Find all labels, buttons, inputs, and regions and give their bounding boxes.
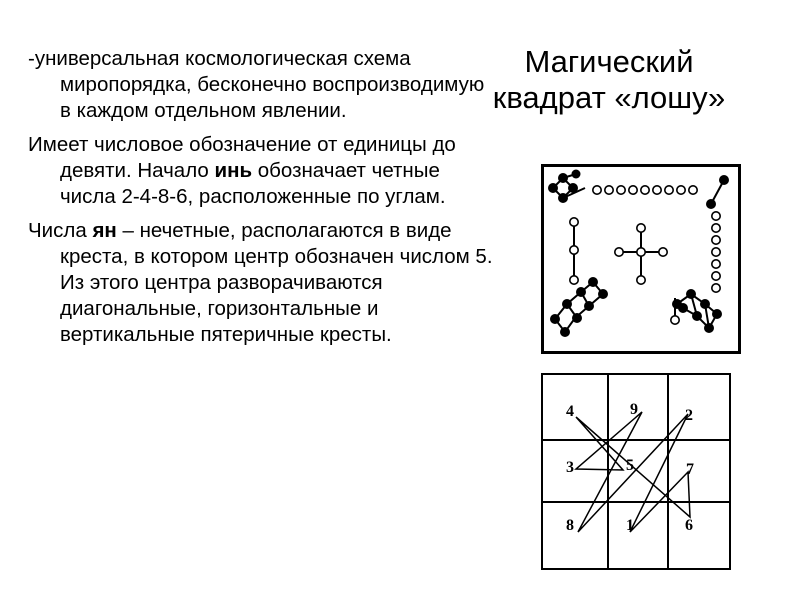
paragraph-yang-text-2: – нечетные, располагаются в виде креста, в котором центр обозначен числом 5. Из этого центра разворачиваются диагональные, горизонтальные и вертикальные пятеричные кресты. bbox=[60, 219, 493, 346]
paragraph-yin bbox=[28, 132, 498, 210]
magic-square-grid bbox=[538, 372, 734, 572]
grid-number-3: 3 bbox=[566, 459, 574, 476]
grid-number-1: 1 bbox=[626, 517, 634, 534]
paragraph-yang-text-1: Числа bbox=[28, 219, 93, 242]
title-line-1: Магический bbox=[524, 44, 694, 79]
body-text bbox=[28, 46, 498, 356]
grid-number-5: 5 bbox=[626, 457, 634, 474]
yin-term: инь bbox=[214, 159, 253, 182]
yang-term: ян bbox=[92, 219, 117, 242]
paragraph-definition: -универсальная космологическая схема миропорядка, бесконечно воспроизводимую в каждом отдельном явлении. bbox=[28, 47, 485, 122]
lo-shu-dot-diagram bbox=[541, 164, 741, 354]
grid-number-8: 8 bbox=[566, 517, 574, 534]
paragraph-yang bbox=[28, 218, 498, 348]
grid-number-2: 2 bbox=[685, 407, 693, 424]
paragraph-yin-text-1: Имеет числовое обозначение от единицы до девяти. Начало bbox=[28, 133, 456, 182]
grid-number-6: 6 bbox=[685, 517, 693, 534]
grid-number-9: 9 bbox=[630, 401, 638, 418]
grid-number-7: 7 bbox=[686, 461, 694, 478]
slide-title bbox=[466, 44, 752, 116]
paragraph-yin-text-2: обозначает четные числа 2-4-8-6, расположенные по углам. bbox=[60, 159, 446, 208]
grid-number-4: 4 bbox=[566, 403, 574, 420]
title-line-2: квадрат «лошу» bbox=[492, 80, 726, 115]
